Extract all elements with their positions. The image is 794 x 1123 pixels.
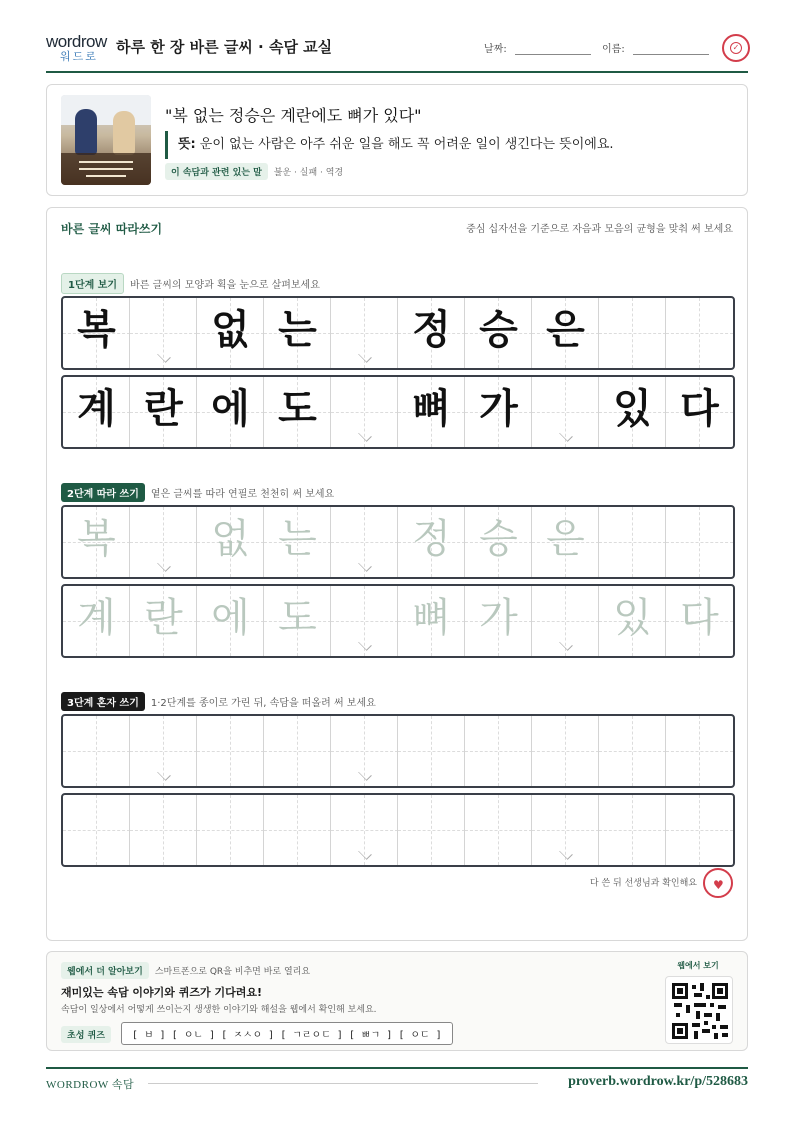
step-2-header xyxy=(61,483,334,501)
footer-line xyxy=(148,1083,538,1084)
grid-cell[interactable] xyxy=(264,586,331,656)
syllable-glyph: 에 xyxy=(211,595,250,641)
grid-cell xyxy=(666,377,733,447)
header-divider xyxy=(46,71,748,73)
grid-cell xyxy=(197,298,264,368)
syllable-glyph: 란 xyxy=(144,386,183,432)
space-marker-icon xyxy=(532,638,599,653)
grid-cell xyxy=(666,298,733,368)
footer-brand: WORDROW 속담 xyxy=(46,1079,135,1091)
grid-cell[interactable] xyxy=(264,507,331,577)
date-blank[interactable] xyxy=(515,54,591,55)
proverb-title: "복 없는 정승은 계란에도 뼈가 있다" xyxy=(165,106,422,125)
grid-cell[interactable] xyxy=(599,716,666,786)
grid-cell xyxy=(599,377,666,447)
grid-cell[interactable] xyxy=(532,716,599,786)
proverb-card xyxy=(46,84,748,196)
syllable-glyph: 있 xyxy=(613,595,652,641)
grid-cell xyxy=(465,298,532,368)
name-field[interactable] xyxy=(602,40,709,55)
grid-cell[interactable] xyxy=(465,795,532,865)
heart-stamp-icon: ♥ xyxy=(703,868,733,898)
syllable-glyph: 있 xyxy=(613,386,652,432)
step-1-desc: 바른 글씨의 모양과 획을 눈으로 살펴보세요 xyxy=(130,280,320,291)
grid-cell[interactable] xyxy=(599,795,666,865)
qr-label: 웹에서 보기 xyxy=(677,961,719,970)
syllable-glyph: 는 xyxy=(278,307,317,353)
grid-cell[interactable] xyxy=(599,507,666,577)
grid-cell xyxy=(197,377,264,447)
grid-cell xyxy=(130,298,197,368)
grid-cell xyxy=(532,377,599,447)
grid-cell[interactable] xyxy=(197,716,264,786)
qr-code-icon[interactable] xyxy=(665,976,733,1044)
grid-cell xyxy=(130,377,197,447)
free-row-1[interactable] xyxy=(61,714,735,788)
syllable-glyph: 에 xyxy=(211,386,250,432)
web-tag: 웹에서 더 알아보기 xyxy=(61,962,149,979)
syllable-glyph: 정 xyxy=(412,307,451,353)
step-3-label: 3단계 혼자 쓰기 xyxy=(61,692,145,711)
grid-cell xyxy=(398,298,465,368)
date-field[interactable] xyxy=(484,40,591,55)
syllable-glyph: 가 xyxy=(479,386,518,432)
space-marker-icon xyxy=(130,350,197,365)
grid-cell[interactable] xyxy=(331,586,398,656)
grid-cell xyxy=(398,377,465,447)
grid-cell[interactable] xyxy=(264,716,331,786)
syllable-glyph: 란 xyxy=(144,595,183,641)
grid-cell[interactable] xyxy=(666,716,733,786)
syllable-glyph: 정 xyxy=(412,516,451,562)
grid-cell xyxy=(63,377,130,447)
grid-cell[interactable] xyxy=(130,507,197,577)
logo-english: wordrow xyxy=(46,32,107,51)
grid-cell[interactable] xyxy=(532,586,599,656)
grid-cell[interactable] xyxy=(63,795,130,865)
check-stamp-icon: ✓ xyxy=(722,34,750,62)
web-description: 속담이 일상에서 어떻게 쓰이는지 생생한 이야기와 해설을 웹에서 확인해 보세요. xyxy=(61,1005,377,1015)
web-headline: 재미있는 속담 이야기와 퀴즈가 기다려요! xyxy=(61,986,262,999)
grid-cell xyxy=(465,377,532,447)
initial-quiz xyxy=(61,1022,453,1045)
grid-cell[interactable] xyxy=(666,795,733,865)
grid-cell[interactable] xyxy=(264,795,331,865)
grid-cell[interactable] xyxy=(130,586,197,656)
grid-cell[interactable] xyxy=(398,716,465,786)
syllable-glyph: 승 xyxy=(479,307,518,353)
space-marker-icon xyxy=(331,638,398,653)
grid-cell xyxy=(264,377,331,447)
trace-row-1[interactable] xyxy=(61,505,735,579)
proverb-meaning xyxy=(165,131,614,159)
space-marker-icon xyxy=(331,429,398,444)
space-marker-icon xyxy=(130,768,197,783)
syllable-glyph: 는 xyxy=(278,516,317,562)
name-label: 이름: xyxy=(602,44,625,55)
syllable-glyph: 없 xyxy=(211,307,250,353)
related-list: 불운 · 실패 · 역경 xyxy=(273,168,344,178)
grid-cell[interactable] xyxy=(398,507,465,577)
grid-cell[interactable] xyxy=(532,795,599,865)
syllable-glyph: 은 xyxy=(546,516,585,562)
syllable-glyph: 은 xyxy=(546,307,585,353)
web-tag-desc: 스마트폰으로 QR을 비추면 바로 열리요 xyxy=(154,967,311,977)
footer-divider xyxy=(46,1067,748,1069)
grid-cell xyxy=(331,298,398,368)
syllable-glyph: 없 xyxy=(211,516,250,562)
name-blank[interactable] xyxy=(633,54,709,55)
syllable-glyph: 도 xyxy=(278,386,317,432)
grid-cell[interactable] xyxy=(331,795,398,865)
free-row-2[interactable] xyxy=(61,793,735,867)
grid-cell[interactable] xyxy=(331,507,398,577)
syllable-glyph: 도 xyxy=(278,595,317,641)
syllable-glyph: 복 xyxy=(77,307,116,353)
web-tag-row xyxy=(61,962,310,979)
grid-cell xyxy=(532,298,599,368)
step-3-header xyxy=(61,692,376,710)
space-marker-icon xyxy=(331,350,398,365)
check-note-text: 다 쓴 뒤 선생님과 확인해요 xyxy=(589,878,697,889)
grid-cell[interactable] xyxy=(398,586,465,656)
grid-cell[interactable] xyxy=(331,716,398,786)
syllable-glyph: 계 xyxy=(77,386,116,432)
related-label: 이 속담과 관련 있는 말 xyxy=(165,163,268,180)
syllable-glyph: 복 xyxy=(77,516,116,562)
space-marker-icon xyxy=(331,847,398,862)
model-row-1 xyxy=(61,296,735,370)
syllable-glyph: 뼈 xyxy=(412,595,451,641)
space-marker-icon xyxy=(532,847,599,862)
page-header xyxy=(46,30,748,74)
grid-cell xyxy=(599,298,666,368)
grid-cell[interactable] xyxy=(398,795,465,865)
grid-cell[interactable] xyxy=(130,795,197,865)
web-promo-card xyxy=(46,951,748,1051)
grid-cell[interactable] xyxy=(63,586,130,656)
grid-cell[interactable] xyxy=(63,716,130,786)
grid-cell[interactable] xyxy=(666,586,733,656)
practice-hint: 중심 십자선을 기준으로 자음과 모음의 균형을 맞춰 써 보세요 xyxy=(466,224,733,235)
space-marker-icon xyxy=(331,768,398,783)
syllable-glyph: 가 xyxy=(479,595,518,641)
grid-cell[interactable] xyxy=(465,716,532,786)
grid-cell xyxy=(331,377,398,447)
grid-cell[interactable] xyxy=(197,507,264,577)
model-row-2 xyxy=(61,375,735,449)
grid-cell[interactable] xyxy=(197,586,264,656)
quiz-box: [ ㅂ ] [ ㅇㄴ ] [ ㅈㅅㅇ ] [ ㄱㄹㅇㄷ ] [ ㅃㄱ ] [ ㅇㄷ ] xyxy=(121,1022,453,1045)
page-title: 하루 한 장 바른 글씨 · 속담 교실 xyxy=(116,38,333,56)
footer-url-link[interactable]: proverb.wordrow.kr/p/528683 xyxy=(568,1074,748,1089)
step-1-header xyxy=(61,273,320,291)
space-marker-icon xyxy=(532,429,599,444)
space-marker-icon xyxy=(331,559,398,574)
syllable-glyph: 승 xyxy=(479,516,518,562)
syllable-glyph: 다 xyxy=(680,386,719,432)
syllable-glyph: 뼈 xyxy=(412,386,451,432)
wordrow-logo xyxy=(46,32,107,63)
handwriting-practice-card xyxy=(46,207,748,941)
step-2-desc: 옅은 글씨를 따라 연필로 천천히 써 보세요 xyxy=(150,489,335,500)
trace-row-2[interactable] xyxy=(61,584,735,658)
syllable-glyph: 계 xyxy=(77,595,116,641)
step-2-label: 2단계 따라 쓰기 xyxy=(61,483,145,502)
grid-cell[interactable] xyxy=(130,716,197,786)
grid-cell[interactable] xyxy=(599,586,666,656)
step-1-label: 1단계 보기 xyxy=(61,273,124,294)
meaning-label: 뜻: xyxy=(178,137,196,152)
related-words xyxy=(165,163,343,180)
grid-cell[interactable] xyxy=(532,507,599,577)
meaning-text: 운이 없는 사람은 아주 쉬운 일을 해도 꼭 어려운 일이 생긴다는 뜻이에요. xyxy=(199,137,614,152)
grid-cell[interactable] xyxy=(465,507,532,577)
proverb-illustration xyxy=(61,95,151,185)
date-label: 날짜: xyxy=(484,44,507,55)
grid-cell[interactable] xyxy=(666,507,733,577)
logo-korean: 워드로 xyxy=(60,51,98,63)
grid-cell[interactable] xyxy=(197,795,264,865)
grid-cell[interactable] xyxy=(63,507,130,577)
space-marker-icon xyxy=(130,559,197,574)
teacher-check-note xyxy=(590,868,733,898)
syllable-glyph: 다 xyxy=(680,595,719,641)
grid-cell xyxy=(264,298,331,368)
practice-title: 바른 글씨 따라쓰기 xyxy=(61,222,163,236)
grid-cell xyxy=(63,298,130,368)
step-3-desc: 1·2단계를 종이로 가린 뒤, 속담을 떠올려 써 보세요 xyxy=(150,698,376,709)
quiz-label: 초성 퀴즈 xyxy=(61,1026,111,1043)
grid-cell[interactable] xyxy=(465,586,532,656)
